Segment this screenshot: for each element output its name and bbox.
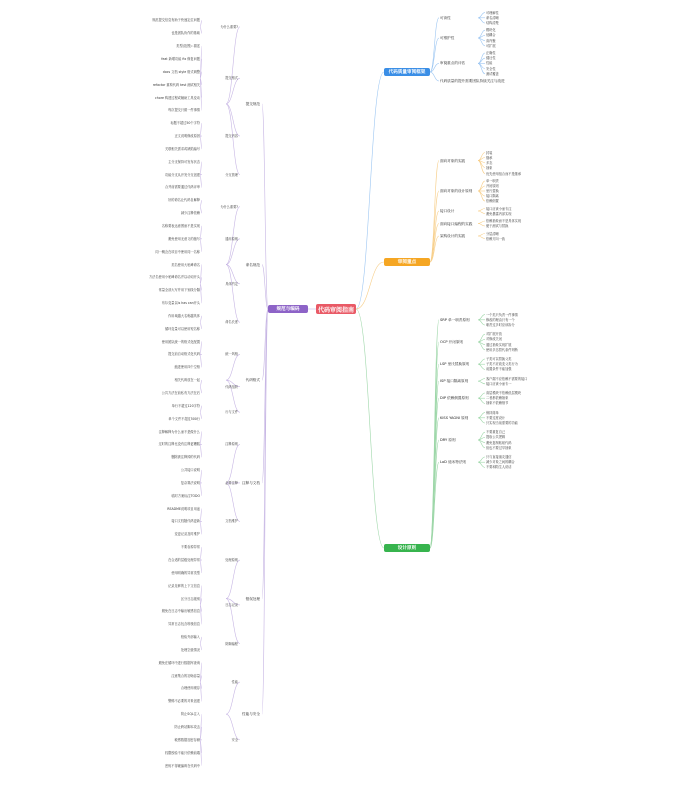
connector-line [200, 432, 202, 445]
design-sub-node[interactable]: 接口应该小而专一 [486, 381, 512, 386]
left-leaf-node[interactable]: 注意集合的初始容量 [171, 673, 200, 678]
review-sub-node[interactable]: 多态 [486, 160, 493, 165]
connector-line [226, 560, 240, 599]
root-topic[interactable]: 代码审阅指南 [316, 304, 356, 314]
review-sub-node[interactable]: 封装 [486, 150, 493, 155]
left-leaf-node[interactable]: 同一概念在项目中使用同一名称 [155, 249, 200, 254]
left-leaf-node[interactable]: 减少注释依赖 [180, 211, 200, 216]
left-group-node[interactable]: 代码格式 [245, 378, 260, 383]
connector-line [478, 393, 485, 398]
connector-line [430, 161, 439, 263]
connector-line [356, 309, 384, 548]
review-sub-node[interactable]: 避免暴露内部实现 [486, 211, 512, 216]
review-group-node[interactable]: 面向接口编程的实践 [440, 221, 473, 226]
left-leaf-node[interactable]: 常量全部大写并用下划线分隔 [158, 288, 200, 293]
left-leaf-node[interactable]: 标题不超过50个字符 [170, 121, 200, 126]
connector-line [226, 265, 240, 323]
review-sub-node[interactable]: 里氏替换 [486, 189, 499, 193]
connector-line [200, 547, 202, 560]
left-leaf-node[interactable]: 避免在循环中进行数据库查询 [158, 660, 200, 665]
connector-line [356, 72, 384, 309]
left-mid-node[interactable]: 注释原则 [225, 442, 238, 447]
left-leaf-node[interactable]: 方法名使用小驼峰命名并以动词开头 [149, 275, 200, 280]
left-mid-node[interactable]: 具体约定 [225, 281, 238, 286]
connector-line [478, 224, 485, 227]
connector-line [226, 207, 240, 265]
left-leaf-node[interactable]: 公共接口说明 [180, 468, 200, 473]
connector-line [478, 379, 485, 382]
left-leaf-node[interactable]: 不要吞掉异常 [180, 545, 200, 550]
design-sub-node[interactable]: 不要重复自己 [486, 430, 506, 435]
left-leaf-node[interactable]: 类型(范围): 描述 [176, 44, 200, 49]
architecture-group-node[interactable]: 代码质量的提升需要团队持续关注与改进 [440, 79, 505, 83]
left-mid-node[interactable]: 为什么重要? [220, 24, 238, 29]
design-hub-topic[interactable]: 设计原则 [384, 544, 430, 552]
left-leaf-node[interactable]: 防止跨站脚本攻击 [174, 725, 200, 730]
connector-line [200, 200, 202, 206]
design-sub-node[interactable]: 只与直接朋友通信 [486, 455, 512, 459]
review-group-node[interactable]: 接口设计 [440, 209, 455, 213]
left-leaf-node[interactable]: 处理空值情况 [180, 647, 200, 652]
connector-line [478, 221, 485, 224]
review-hub-topic[interactable]: 审阅重点 [384, 258, 430, 266]
connector-line [478, 35, 485, 38]
left-mid-node[interactable]: 提交内容 [225, 134, 238, 139]
design-sub-node[interactable]: 修改的理由只有一个 [486, 317, 515, 322]
design-group-node[interactable]: ISP 接口隔离原则 [440, 379, 469, 384]
connector-line [430, 191, 439, 262]
left-leaf-node[interactable]: 每次提交只做一件事情 [168, 108, 200, 113]
design-sub-node[interactable]: 抽象不依赖细节 [486, 401, 509, 406]
connector-line [430, 72, 439, 81]
review-sub-node[interactable]: 分层清晰 [486, 231, 499, 236]
review-sub-node[interactable]: 依赖倒置 [486, 199, 499, 203]
connector-line [478, 13, 485, 18]
left-leaf-node[interactable]: chore 构建过程或辅助工具变动 [155, 95, 200, 100]
left-leaf-node[interactable]: 作用域越大名称越具体 [168, 313, 200, 318]
connector-line [200, 207, 202, 213]
review-group-node[interactable]: 面向对象的设计原则 [440, 189, 473, 193]
design-sub-node[interactable]: 对扩展开放 [486, 332, 502, 337]
design-sub-node[interactable]: 职责过多时应该拆分 [486, 323, 515, 327]
architecture-sub-node[interactable]: 性能 [486, 61, 493, 66]
connector-line [200, 226, 202, 239]
design-sub-node[interactable]: 但也不要过早抽象 [486, 445, 512, 450]
connector-line [200, 322, 202, 328]
review-sub-node[interactable]: 单一职责 [486, 179, 499, 183]
design-group-node[interactable]: OCP 开闭原则 [440, 340, 464, 344]
design-sub-node[interactable]: 通过抽象实现扩展 [486, 342, 512, 347]
left-leaf-node[interactable]: 校验外部输入 [180, 635, 200, 640]
left-leaf-node[interactable]: 单个文件不超过500行 [168, 416, 200, 421]
left-leaf-node[interactable]: 合并前需要通过代码评审 [164, 185, 200, 190]
architecture-sub-node[interactable]: 可扩展 [486, 43, 496, 48]
left-leaf-node[interactable]: 循环变量可以使用短名称 [164, 326, 200, 331]
left-mid-node[interactable]: 防御编程 [225, 641, 238, 646]
left-mid-node[interactable]: 日志记录 [225, 602, 238, 607]
design-sub-node[interactable]: 只实现当前需要的功能 [486, 421, 518, 425]
left-leaf-node[interactable]: 规范提交信息有助于快速定位问题 [152, 18, 200, 23]
architecture-sub-node[interactable]: 正确性 [486, 51, 496, 55]
architecture-sub-node[interactable]: 模块化 [486, 28, 496, 33]
design-sub-node[interactable]: 使用多态替代条件判断 [486, 347, 518, 352]
architecture-group-node[interactable]: 审阅重点的评估 [440, 61, 466, 66]
architecture-sub-node[interactable]: 安全性 [486, 66, 496, 71]
left-leaf-node[interactable]: 敏感数据加密存储 [174, 737, 200, 742]
review-sub-node[interactable]: 接口应该小而专注 [486, 206, 512, 211]
design-group-node[interactable]: LSP 里氏替换原则 [440, 362, 470, 367]
architecture-sub-node[interactable]: 测试覆盖 [486, 71, 499, 76]
design-sub-node[interactable]: 子类不应改变父类行为 [486, 362, 518, 367]
design-group-node[interactable]: LoD 迪米特法则 [440, 460, 467, 465]
connector-line [478, 462, 485, 467]
left-leaf-node[interactable]: 接口文档随代码更新 [171, 519, 200, 524]
design-sub-node[interactable]: 客户端不应依赖不需要的接口 [486, 376, 528, 381]
left-mid-node[interactable]: 安全 [231, 737, 238, 742]
connector-line [478, 364, 485, 369]
left-mid-node[interactable]: 文档维护 [225, 519, 238, 524]
left-leaf-node[interactable]: feat 新增功能 fix 修复问题 [161, 56, 200, 61]
connector-line [200, 470, 202, 483]
left-leaf-node[interactable]: 权限校验不能只依赖前端 [164, 750, 200, 755]
connector-line [478, 320, 485, 325]
left-leaf-node[interactable]: 名称要表达意图而不是实现 [161, 223, 200, 228]
connector-line [478, 236, 485, 239]
left-leaf-node[interactable]: docs 文档 style 格式调整 [162, 69, 200, 74]
left-leaf-node[interactable]: 防止SQL注入 [180, 712, 200, 717]
connector-line [262, 309, 268, 599]
design-sub-node[interactable]: 减少对象之间的耦合 [486, 460, 515, 465]
review-sub-node[interactable]: 接口隔离 [486, 194, 499, 198]
design-group-node[interactable]: KISS YAGNI 原则 [440, 415, 469, 420]
left-group-node[interactable]: 命名规范 [245, 262, 260, 267]
left-leaf-node[interactable]: refactor 重构代码 test 测试相关 [152, 82, 200, 87]
left-leaf-node[interactable]: 主分支保持可发布状态 [168, 159, 200, 164]
left-mid-node[interactable]: 提交格式 [225, 76, 238, 81]
left-mid-node[interactable]: 分支管理 [225, 172, 238, 177]
left-mid-node[interactable]: 代码组织 [225, 384, 238, 389]
architecture-group-node[interactable]: 可读性 [440, 15, 451, 20]
connector-line [200, 342, 202, 355]
left-leaf-node[interactable]: 记录足够的上下文信息 [168, 583, 200, 588]
connector-line [226, 104, 240, 175]
design-sub-node[interactable]: 避免复制粘贴代码 [486, 440, 512, 445]
review-sub-node[interactable]: 继承 [486, 155, 493, 160]
connector-line [226, 444, 240, 483]
connector-line [200, 20, 202, 26]
connector-line [200, 637, 202, 643]
left-leaf-node[interactable]: 使用团队统一的格式化配置 [161, 339, 200, 344]
connector-line [226, 354, 240, 380]
connector-line [200, 175, 202, 188]
architecture-sub-node[interactable]: 低耦合 [486, 33, 496, 38]
connector-line [478, 398, 485, 403]
connector-line [478, 413, 485, 418]
design-sub-node[interactable]: 前置条件不能加强 [486, 367, 512, 372]
left-leaf-node[interactable]: 避免使用无意义的缩写 [168, 236, 200, 241]
connector-line [478, 418, 485, 423]
architecture-sub-node[interactable]: 命名清晰 [486, 15, 499, 20]
connector-line [478, 359, 485, 364]
connector-line [478, 209, 485, 212]
connector-line [430, 211, 439, 262]
architecture-sub-node[interactable]: 高内聚 [486, 38, 496, 43]
review-sub-node[interactable]: 依赖方向一致 [486, 236, 506, 241]
left-leaf-node[interactable]: 缩进使用四个空格 [174, 365, 200, 370]
design-sub-node[interactable]: 不要过度设计 [486, 415, 506, 420]
left-leaf-node[interactable]: 过时的注释比没有注释更糟糕 [158, 442, 200, 447]
design-sub-node[interactable]: 二者都依赖抽象 [486, 396, 509, 401]
left-mid-node[interactable]: 行与文件 [225, 410, 238, 415]
design-sub-node[interactable]: 一个类只负责一件事情 [486, 312, 518, 317]
left-leaf-node[interactable]: 区分日志级别 [180, 596, 200, 601]
left-leaf-node[interactable]: 复杂算法说明 [180, 480, 200, 485]
connector-line [200, 162, 202, 175]
left-leaf-node[interactable]: 公共方法在前私有方法在后 [161, 391, 200, 395]
review-sub-node[interactable]: 依赖抽象而不是具体实现 [486, 219, 522, 223]
left-leaf-node[interactable]: 变更记录及时维护 [174, 532, 200, 537]
left-group-node[interactable]: 性能与安全 [242, 712, 260, 717]
connector-line [478, 457, 485, 462]
connector-line [478, 339, 485, 342]
design-group-node[interactable]: SRP 单一职责原则 [440, 317, 470, 322]
left-leaf-node[interactable]: 单行不超过120字符 [171, 403, 200, 408]
left-leaf-node[interactable]: 合理使用缓存 [180, 686, 200, 691]
left-leaf-node[interactable]: 好的命名让代码自解释 [168, 198, 200, 203]
connector-line [262, 104, 268, 309]
design-group-node[interactable]: DRY 原则 [440, 438, 456, 442]
connector-line [226, 27, 240, 104]
connector-line [262, 309, 268, 714]
review-group-node[interactable]: 架构设计的实践 [440, 234, 466, 238]
architecture-sub-node[interactable]: 结构清楚 [486, 21, 499, 25]
connector-line [478, 211, 485, 214]
left-group-node[interactable]: 注释与文档 [242, 480, 260, 485]
connector-line [478, 437, 485, 440]
connector-line [478, 315, 485, 320]
left-leaf-node[interactable]: 功能分支从开发分支创建 [164, 172, 200, 177]
left-leaf-node[interactable]: README说明项目用途 [167, 506, 200, 511]
architecture-sub-node[interactable]: 健壮性 [486, 56, 496, 61]
review-note-node[interactable]: 优先使用组合而不是继承 [486, 171, 522, 176]
review-sub-node[interactable]: 抽象 [486, 165, 493, 170]
left-mid-node[interactable]: 命名长度 [225, 320, 238, 325]
left-group-node[interactable]: 提交规范 [245, 101, 260, 106]
left-leaf-node[interactable]: 正文说明修改原因 [174, 134, 200, 139]
design-sub-node[interactable]: 保持简单 [486, 410, 499, 415]
left-mid-node[interactable]: 为什么重要? [220, 204, 238, 209]
left-mid-node[interactable]: 性能 [231, 680, 238, 685]
design-group-node[interactable]: DIP 依赖倒置原则 [440, 396, 469, 401]
left-leaf-node[interactable]: 使用明确的异常类型 [171, 570, 200, 575]
connector-line [226, 682, 240, 714]
architecture-group-node[interactable]: 可维护性 [440, 36, 455, 40]
left-leaf-node[interactable]: 异常日志包含堆栈信息 [168, 622, 200, 627]
connector-line [226, 714, 240, 740]
architecture-sub-node[interactable]: 可理解性 [486, 10, 499, 15]
design-sub-node[interactable]: 对修改关闭 [486, 337, 502, 342]
left-leaf-node[interactable]: 删除被注释掉的代码 [171, 455, 200, 460]
left-leaf-node[interactable]: 类名使用大驼峰命名 [171, 262, 200, 267]
left-leaf-node[interactable]: 关联相关需求或缺陷编号 [164, 146, 200, 151]
left-mid-node[interactable]: 通用原则 [225, 236, 238, 241]
left-leaf-node[interactable]: 在合适的层级处理异常 [168, 558, 200, 563]
connector-line [356, 262, 384, 309]
review-sub-node[interactable]: 便于测试与替换 [486, 224, 509, 228]
architecture-hub-topic[interactable]: 代码质量审阅框架 [384, 68, 430, 76]
design-sub-node[interactable]: 高层模块不依赖低层模块 [486, 391, 522, 395]
connector-line [200, 406, 202, 412]
left-leaf-node[interactable]: 注释解释为什么而不是做什么 [158, 429, 200, 434]
left-leaf-node[interactable]: 相关代码放在一起 [174, 378, 200, 383]
connector-line [478, 18, 485, 23]
review-sub-node[interactable]: 开闭原则 [486, 184, 499, 188]
left-mid-node[interactable]: 处理原则 [225, 558, 238, 563]
left-mid-node[interactable]: 统一风格 [225, 352, 238, 357]
left-hub-topic[interactable]: 规范与编码 [268, 305, 308, 313]
left-leaf-node[interactable]: 布尔变量以is has can开头 [161, 301, 200, 306]
review-group-node[interactable]: 面向对象的实践 [440, 158, 466, 163]
connector-line [478, 234, 485, 237]
design-sub-node[interactable]: 子类可以替换父类 [486, 357, 512, 361]
left-leaf-node[interactable]: 提交前自动格式化代码 [168, 352, 200, 357]
left-group-node[interactable]: 错误处理 [245, 596, 260, 601]
connector-line [478, 381, 485, 384]
design-sub-node[interactable]: 不要和陌生人说话 [486, 465, 512, 470]
left-leaf-node[interactable]: 临时方案标注TODO [171, 493, 200, 498]
left-leaf-node[interactable]: 也是团队协作的基础 [171, 31, 200, 36]
connector-line [200, 316, 202, 322]
left-leaf-node[interactable]: 密钥不得硬编码在代码中 [164, 763, 200, 768]
left-leaf-node[interactable]: 警惕不必要的对象创建 [168, 699, 200, 704]
design-sub-node[interactable]: 提取公共逻辑 [486, 435, 506, 440]
left-leaf-node[interactable]: 避免在日志中输出敏感信息 [161, 609, 200, 614]
left-mid-node[interactable]: 必要注释 [225, 480, 238, 485]
